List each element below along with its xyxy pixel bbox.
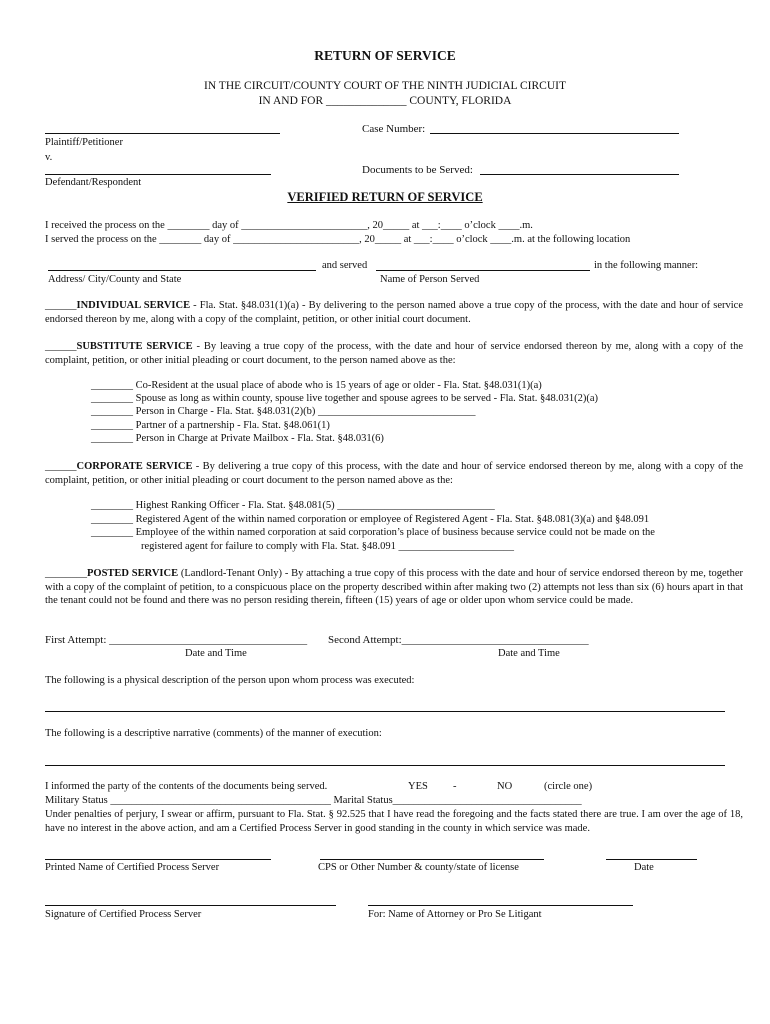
cps-number-field[interactable] (320, 859, 544, 860)
yes-no-separator: - (453, 781, 457, 792)
court-line-1: IN THE CIRCUIT/COUNTY COURT OF THE NINTH JUDICIAL CIRCUIT (204, 80, 566, 92)
narrative-field[interactable] (45, 765, 725, 766)
individual-heading: INDIVIDUAL SERVICE (76, 300, 191, 311)
defendant-label: Defendant/Respondent (45, 177, 142, 188)
substitute-option: ________ Spouse as long as within county, spouse live together and spouse agrees to be served - Fla. Stat. §48.031(2)(a) (91, 393, 599, 404)
individual-service-paragraph (45, 299, 743, 326)
individual-text: - Fla. Stat. §48.031(1)(a) - By delivering to the person named above a true copy of the process, with the date and hour of service endorsed thereon by me, along with a copy of the complaint, petition, or other initial court document. (45, 300, 743, 325)
corporate-option: ________ Registered Agent of the within named corporation or employee of Registered Agent - Fla. Stat. §48.081(3)(a) and §48.091 (91, 514, 650, 525)
cps-number-label: CPS or Other Number & county/state of license (318, 862, 519, 873)
substitute-heading: SUBSTITUTE SERVICE (76, 341, 193, 352)
narrative-label: The following is a descriptive narrative (comments) of the manner of execution: (45, 728, 382, 739)
plaintiff-line[interactable] (45, 133, 280, 134)
military-marital-line[interactable]: Military Status __________________________________________ Marital Status____________________________________ (45, 795, 582, 806)
defendant-line[interactable] (45, 174, 271, 175)
signature-label: Signature of Certified Process Server (45, 909, 202, 920)
no-option[interactable]: NO (497, 781, 513, 792)
posted-heading: POSTED SERVICE (87, 568, 179, 579)
substitute-option: ________ Partner of a partnership - Fla. Stat. §48.061(1) (91, 420, 330, 431)
printed-name-label: Printed Name of Certified Process Server (45, 862, 220, 873)
substitute-option: ________ Co-Resident at the usual place of abode who is 15 years of age or older - Fla. Stat. §48.031(1)(a) (91, 380, 542, 391)
informed-text: I informed the party of the contents of the documents being served. (45, 781, 328, 792)
date-field[interactable] (606, 859, 697, 860)
person-served-label: Name of Person Served (380, 274, 480, 285)
individual-blank[interactable]: ______ (45, 300, 77, 311)
case-number-field[interactable] (430, 133, 679, 134)
corporate-option: ________ Highest Ranking Officer - Fla. Stat. §48.081(5) ______________________________ (91, 500, 495, 511)
served-line: I served the process on the ________ day of ________________________, 20_____ at ___:____ o’clock ____.m. at the following location (45, 234, 631, 245)
received-line: I received the process on the ________ day of ________________________, 20_____ at ___:____ o’clock ____.m. (45, 220, 533, 231)
corporate-service-paragraph (45, 460, 743, 487)
attorney-label: For: Name of Attorney or Pro Se Litigant (368, 909, 542, 920)
manner-label: in the following manner: (594, 260, 699, 271)
posted-blank[interactable]: ________ (45, 568, 87, 579)
address-field[interactable] (48, 270, 316, 271)
printed-name-field[interactable] (45, 859, 271, 860)
versus-label: v. (45, 152, 53, 163)
perjury-statement: Under penalties of perjury, I swear or affirm, pursuant to Fla. Stat. § 92.525 that I have read the foregoing and the facts stated there are true. I am over the age of 18, have no interest in the above action, and am a Certified Process Server in good standing in the county in which service was made. (45, 809, 743, 834)
corporate-heading: CORPORATE SERVICE (76, 461, 193, 472)
physical-description-field[interactable] (45, 711, 725, 712)
substitute-option: ________ Person in Charge at Private Mailbox - Fla. Stat. §48.031(6) (91, 433, 384, 444)
physical-description-label: The following is a physical description of the person upon whom process was executed: (45, 675, 415, 686)
corporate-option: ________ Employee of the within named corporation at said corporation’s place of business because service could not be made on the (91, 527, 655, 538)
substitute-blank[interactable]: ______ (45, 341, 77, 352)
yes-option[interactable]: YES (408, 781, 428, 792)
address-label: Address/ City/County and State (48, 274, 182, 285)
signature-field[interactable] (45, 905, 336, 906)
date-time-label-1: Date and Time (185, 648, 247, 659)
documents-field[interactable] (480, 174, 679, 175)
second-attempt-field[interactable]: Second Attempt:__________________________________ (328, 634, 589, 646)
plaintiff-label: Plaintiff/Petitioner (45, 137, 123, 148)
substitute-text: - By leaving a true copy of the process, with the date and hour of service endorsed thereon by me, along with a copy of the complaint, petition, or other initial pleading or court document, to the person named above as the: (45, 341, 743, 366)
substitute-option: ________ Person in Charge - Fla. Stat. §48.031(2)(b) ______________________________ (91, 406, 476, 417)
case-number-label: Case Number: (362, 123, 426, 135)
date-label: Date (634, 862, 654, 873)
verified-title: VERIFIED RETURN OF SERVICE (287, 190, 483, 204)
person-served-field[interactable] (376, 270, 590, 271)
form-title: RETURN OF SERVICE (314, 48, 456, 63)
corporate-option-continued: registered agent for failure to comply with Fla. Stat. §48.091 ______________________ (141, 541, 514, 552)
attorney-field[interactable] (368, 905, 633, 906)
corporate-text: - By delivering a true copy of this process, with the date and hour of service endorsed thereon by me, along with a copy of the complaint, petition, or other initial pleading or court document to the person named above as the: (45, 461, 743, 486)
date-time-label-2: Date and Time (498, 648, 560, 659)
posted-service-paragraph (45, 567, 743, 608)
posted-text: (Landlord-Tenant Only) - By attaching a true copy of this process with the date and hour of service endorsed thereon by me, together with a copy of the complaint of petition, to a conspicuous place on the property described within after making two (2) attempts not less than six (6) hours apart in that the tenant could not be found and there was no person residing therein, fifteen (15) years of age or older upon whom service could be made. (45, 568, 744, 607)
and-served-label: and served (322, 260, 368, 271)
corporate-blank[interactable]: ______ (45, 461, 77, 472)
first-attempt-field[interactable]: First Attempt: ____________________________________ (45, 634, 308, 646)
court-line-2: IN AND FOR ______________ COUNTY, FLORIDA (258, 95, 512, 107)
substitute-service-paragraph (45, 340, 743, 367)
documents-label: Documents to be Served: (362, 164, 473, 176)
circle-one-label: (circle one) (544, 781, 593, 792)
